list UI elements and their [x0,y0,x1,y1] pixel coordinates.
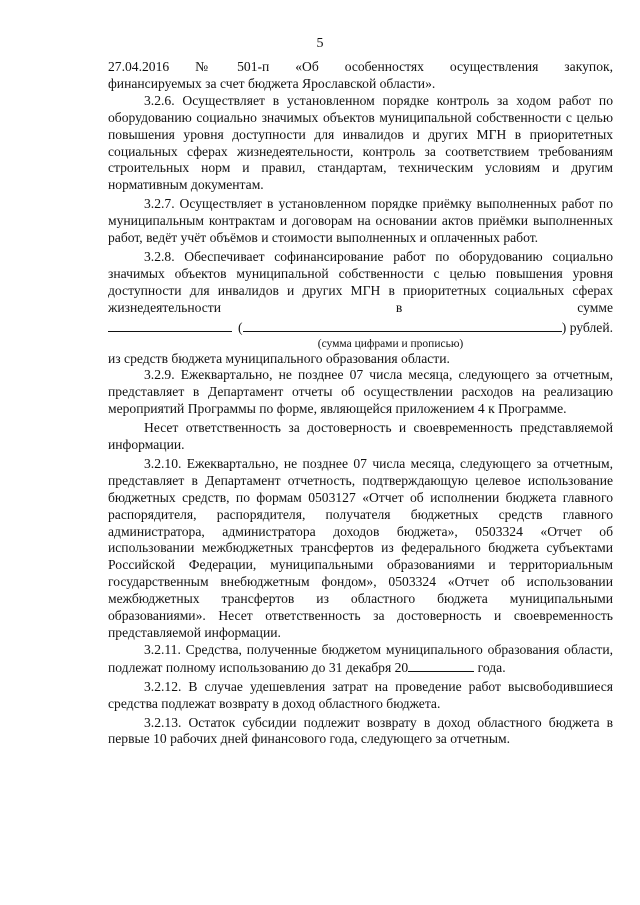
paragraph-3-2-13: 3.2.13. Остаток субсидии подлежит возврату в доход областного бюджета в первые 10 рабочих дней финансового года, следующего за отчетным. [108,714,613,747]
paragraph-3-2-9-responsibility: Несет ответственность за достоверность и своевременность представляемой информации. [108,420,613,453]
paragraph-3-2-12: 3.2.12. В случае удешевления затрат на проведение работ высвободившиеся средства подлежат возврату в доход областного бюджета. [108,678,613,711]
intro-line-1: 27.04.2016 № 501-п «Об особенностях осуществления закупок, [108,59,613,74]
amount-close-paren: ) рублей. [561,319,613,335]
paragraph-3-2-11-text: 3.2.11. Средства, полученные бюджетом муниципального образования области, подлежат полному использованию до 31 декабря 20 [108,641,613,675]
amount-words-blank[interactable] [243,317,562,332]
amount-open-paren: ( [238,319,243,335]
document-body [108,59,613,748]
page-number: 5 [316,36,324,51]
paragraph-3-2-8-tail: из средств бюджета муниципального образования области. [108,350,450,366]
intro-line-2: финансируемых за счет бюджета Ярославской области». [108,75,436,91]
paragraph-3-2-11-end: года. [474,659,506,675]
paragraph-3-2-9: 3.2.9. Ежеквартально, не позднее 07 числа месяца, следующего за отчетным, представляет в Департамент отчеты об осуществлении расходов на реализацию мероприятий Программы по форме, являющейся приложением 4 к Программе. [108,367,613,417]
year-blank[interactable] [408,659,474,672]
paragraph-3-2-8: 3.2.8. Обеспечивает софинансирование работ по оборудованию социально значимых объектов муниципальной собственности с целью повышения уровня доступности для инвалидов и других МГН в приоритетных социальных сферах жизнедеятельности в сумме [108,248,613,315]
paragraph-3-2-6: 3.2.6. Осуществляет в установленном порядке контроль за ходом работ по оборудованию социально значимых объектов муниципальной собственности с целью повышения уровня доступности для инвалидов и других МГН в приоритетных социальных сферах жизнедеятельности, контроль за соответствием требованиям строительных норм и правил, стандартам, техническим условиям и другим нормативным документам. [108,92,613,193]
paragraph-3-2-11 [108,642,613,677]
amount-caption: (сумма цифрами и прописью) [317,337,464,350]
amount-blank-line [108,317,613,337]
amount-digits-blank[interactable] [108,317,232,332]
paragraph-3-2-7: 3.2.7. Осуществляет в установленном порядке приёмку выполненных работ по муниципальным контрактам и договорам на основании актов приёмки выполненных работ, ведёт учёт объёмов и стоимости выполненных и оплаченных работ. [108,196,613,246]
paragraph-3-2-10: 3.2.10. Ежеквартально, не позднее 07 числа месяца, следующего за отчетным, представляет в Департамент отчетность, подтверждающую целевое использование бюджетных средств, по формам 0503127 «Отчет об исполнении бюджета главного распорядителя, распорядителя, получателя бюджетных средств главного администратора, администратора доходов бюджета», 0503324 «Отчет об использовании межбюджетных трансфертов из федерального бюджета субъектами Российской Федерации, муниципальными образованиями и территориальным государственным внебюджетным фондом», 0503324 «Отчет об использовании межбюджетных трансфертов из областного бюджета муниципальными образованиями». Несет ответственность за достоверность и своевременность представляемой информации. [108,455,613,640]
